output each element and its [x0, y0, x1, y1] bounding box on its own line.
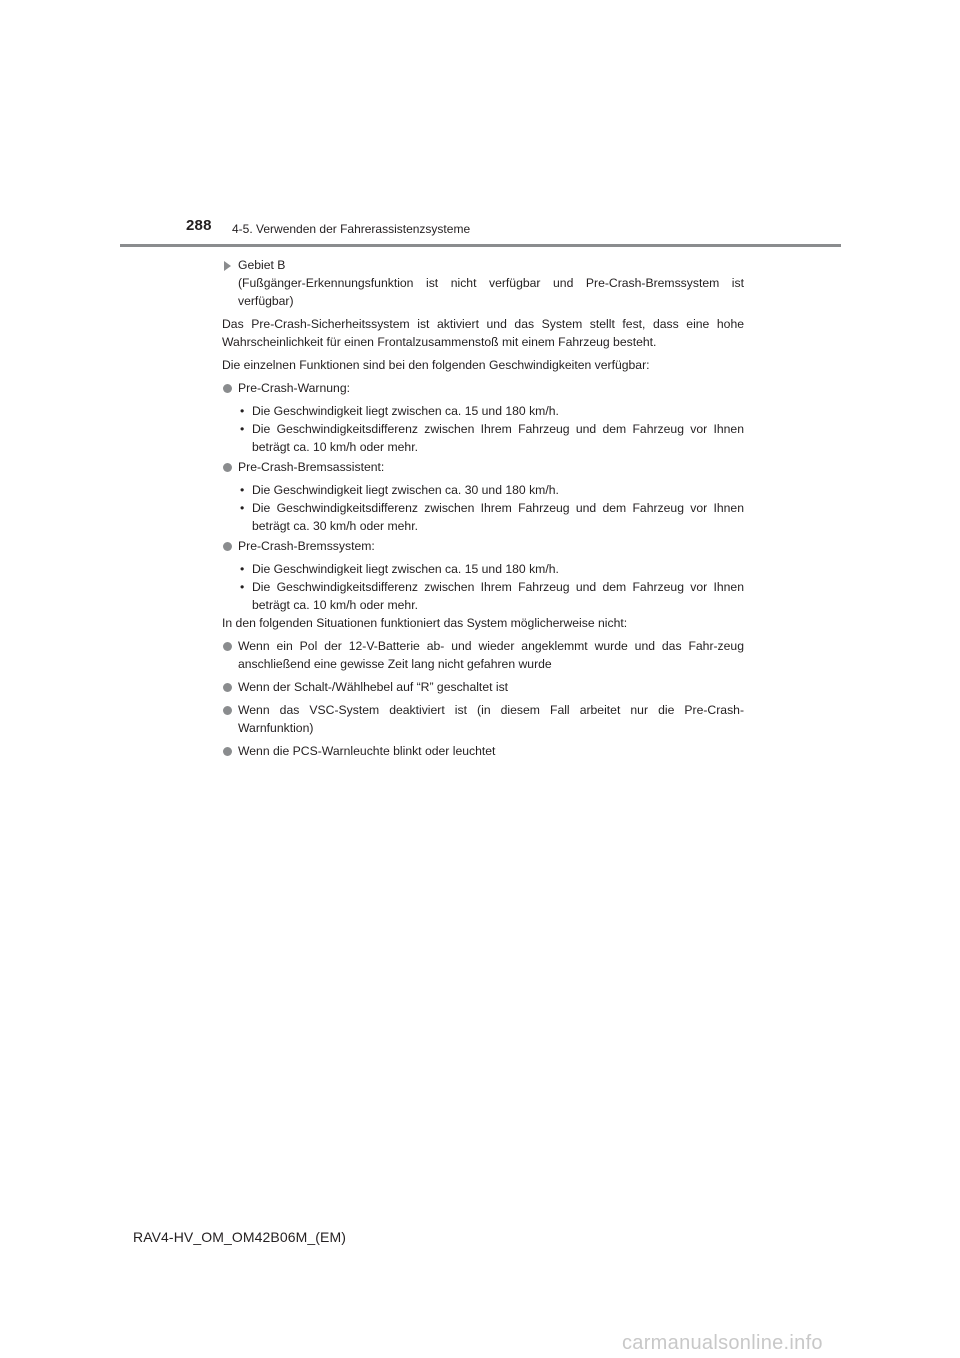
- function-block: [222, 379, 744, 456]
- situation-item: [222, 637, 744, 673]
- situation-item: [222, 742, 744, 760]
- condition-item: [238, 402, 744, 420]
- situations-intro: In den folgenden Situationen funktioniert das System möglicherweise nicht:: [222, 616, 628, 630]
- condition-text: Die Geschwindigkeit liegt zwischen ca. 15 und 180 km/h.: [252, 562, 559, 576]
- function-block: [222, 458, 744, 535]
- condition-item: [238, 560, 744, 578]
- situation-text: Wenn das VSC-System deaktiviert ist (in diesem Fall arbeitet nur die Pre-Crash-Warnfunktion): [238, 703, 744, 735]
- middle-dot-icon: •: [240, 404, 245, 418]
- watermark: carmanualsonline.info: [622, 1332, 823, 1354]
- area-heading-title: Gebiet B: [238, 258, 286, 272]
- function-title-text: Pre-Crash-Bremsassistent:: [238, 460, 385, 474]
- condition-text: Die Geschwindigkeitsdifferenz zwischen Ihrem Fahrzeug und dem Fahrzeug vor Ihnen beträgt ca. 10 km/h oder mehr.: [252, 580, 744, 612]
- condition-item: [238, 499, 744, 535]
- middle-dot-icon: •: [240, 501, 245, 515]
- situation-item: [222, 678, 744, 696]
- situation-text: Wenn der Schalt-/Wählhebel auf “R” geschaltet ist: [238, 680, 509, 694]
- area-heading-subtitle: (Fußgänger-Erkennungsfunktion ist nicht verfügbar und Pre-Crash-Bremssystem ist verfügbar): [238, 276, 744, 308]
- document-code: RAV4-HV_OM_OM42B06M_(EM): [133, 1229, 346, 1245]
- condition-text: Die Geschwindigkeit liegt zwischen ca. 15 und 180 km/h.: [252, 404, 559, 418]
- condition-text: Die Geschwindigkeit liegt zwischen ca. 30 und 180 km/h.: [252, 483, 559, 497]
- function-title: [222, 458, 744, 476]
- bullet-icon: [223, 463, 232, 472]
- situation-text: Wenn die PCS-Warnleuchte blinkt oder leuchtet: [238, 744, 496, 758]
- condition-list: [222, 402, 744, 456]
- bullet-icon: [223, 747, 232, 756]
- situation-item: [222, 701, 744, 737]
- condition-text: Die Geschwindigkeitsdifferenz zwischen Ihrem Fahrzeug und dem Fahrzeug vor Ihnen beträgt ca. 30 km/h oder mehr.: [252, 501, 744, 533]
- middle-dot-icon: •: [240, 483, 245, 497]
- page-header: [0, 0, 960, 260]
- functions-intro: Die einzelnen Funktionen sind bei den folgenden Geschwindigkeiten verfügbar:: [222, 358, 650, 372]
- function-title: [222, 379, 744, 397]
- function-block: [222, 537, 744, 614]
- triangle-right-icon: [224, 261, 231, 271]
- page-content: [222, 256, 744, 765]
- bullet-icon: [223, 384, 232, 393]
- condition-item: [238, 578, 744, 614]
- condition-list: [222, 560, 744, 614]
- bullet-icon: [223, 683, 232, 692]
- condition-item: [238, 420, 744, 456]
- page-number: 288: [186, 217, 212, 234]
- function-title-text: Pre-Crash-Warnung:: [238, 381, 350, 395]
- bullet-icon: [223, 642, 232, 651]
- condition-item: [238, 481, 744, 499]
- condition-text: Die Geschwindigkeitsdifferenz zwischen Ihrem Fahrzeug und dem Fahrzeug vor Ihnen beträgt ca. 10 km/h oder mehr.: [252, 422, 744, 454]
- middle-dot-icon: •: [240, 580, 245, 594]
- middle-dot-icon: •: [240, 422, 245, 436]
- bullet-icon: [223, 542, 232, 551]
- bullet-icon: [223, 706, 232, 715]
- section-title: 4-5. Verwenden der Fahrerassistenzsysteme: [232, 222, 471, 236]
- function-title: [222, 537, 744, 555]
- function-title-text: Pre-Crash-Bremssystem:: [238, 539, 375, 553]
- condition-list: [222, 481, 744, 535]
- intro-paragraph: Das Pre-Crash-Sicherheitssystem ist aktiviert und das System stellt fest, dass eine hohe Wahrscheinlichkeit für einen Frontalzusammenstoß mit einem Fahrzeug besteht.: [222, 317, 744, 349]
- header-rule: [120, 244, 841, 247]
- area-heading: [222, 256, 744, 310]
- situation-text: Wenn ein Pol der 12-V-Batterie ab- und wieder angeklemmt wurde und das Fahr-zeug anschließend eine gewisse Zeit lang nicht gefahren wurde: [238, 639, 744, 671]
- middle-dot-icon: •: [240, 562, 245, 576]
